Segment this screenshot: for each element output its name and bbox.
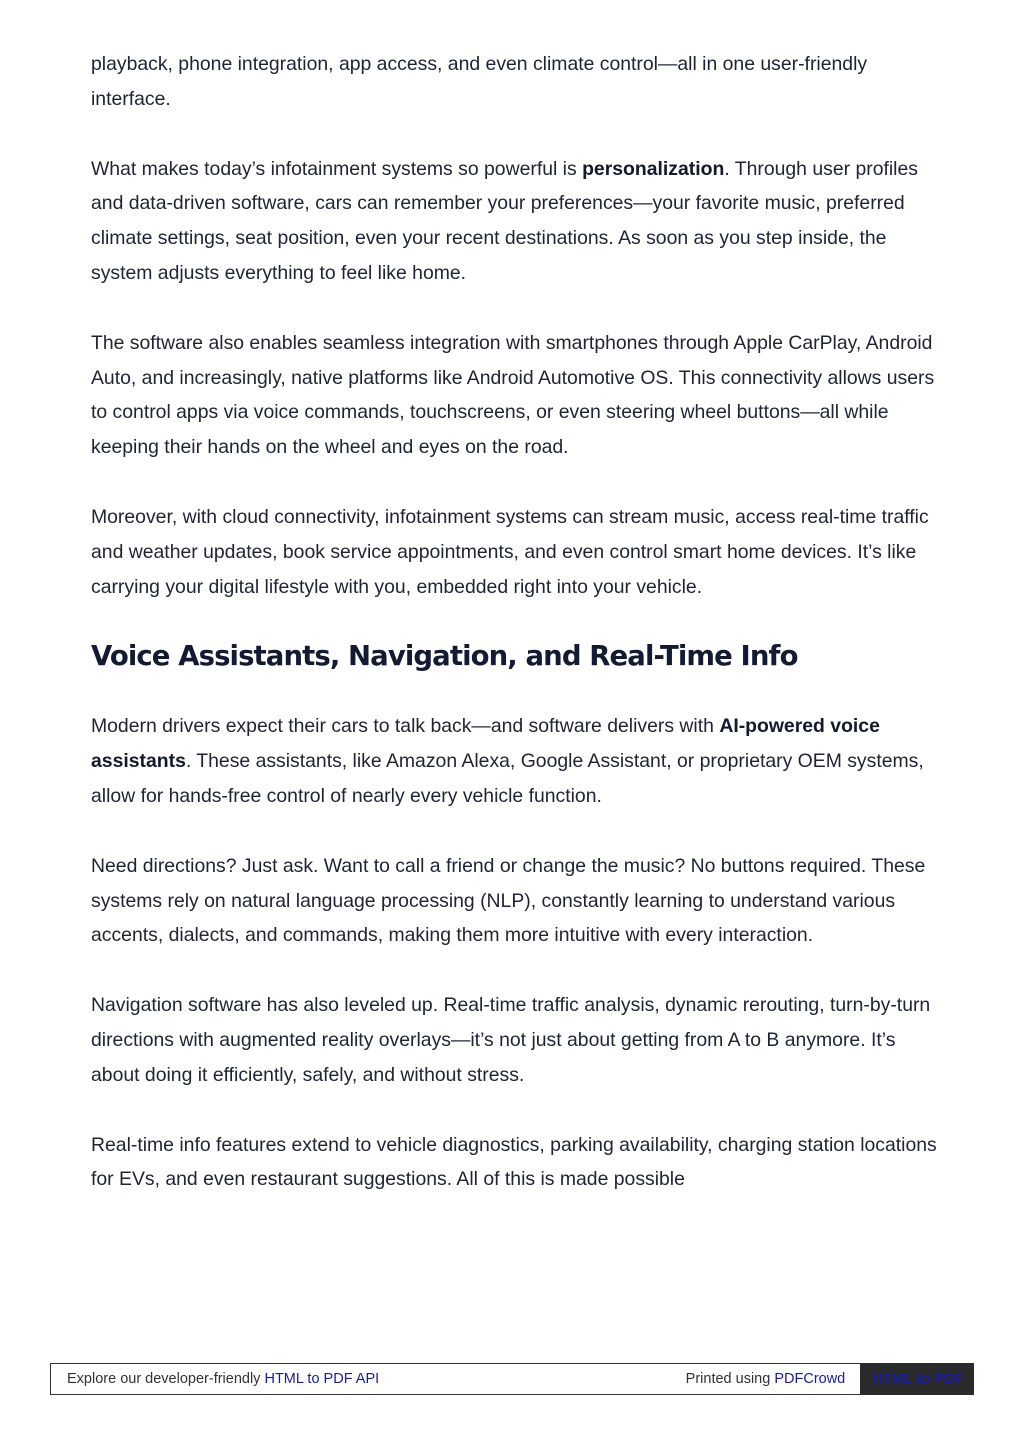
- text-run: Need directions? Just ask. Want to call a friend or change the music? No buttons required. These systems rely on natural language processing (NLP), constantly learning to understand various accents, dialects, and commands, making them more intuitive with every interaction.: [91, 854, 926, 947]
- text-run: . Through user profiles and data-driven software, cars can remember your preferences—your favorite music, preferred climate settings, seat position, even your recent destinations. As soon as you step inside, the system adjusts everything to feel like home.: [91, 157, 918, 284]
- paragraph: [91, 47, 941, 117]
- footer-printed: [686, 1364, 861, 1394]
- text-run: What makes today’s infotainment systems so powerful is: [91, 157, 583, 180]
- paragraph: [91, 500, 941, 604]
- html-to-pdf-api-link[interactable]: HTML to PDF API: [264, 1371, 380, 1387]
- text-run: playback, phone integration, app access, and even climate control—all in one user-friendly interface.: [91, 53, 868, 110]
- paragraph: [91, 326, 941, 465]
- text-run: Modern drivers expect their cars to talk back—and software delivers with: [91, 715, 720, 738]
- paragraph: [91, 849, 941, 953]
- text-run: Real-time info features extend to vehicle diagnostics, parking availability, charging station locations for EVs, and even restaurant suggestions. All of this is made possible: [91, 1133, 937, 1191]
- text-run: The software also enables seamless integration with smartphones through Apple CarPlay, Android Auto, and increasingly, native platforms like Android Automotive OS. This connectivity allows users to control apps via voice commands, touchscreens, or even steering wheel buttons—all while keeping their hands on the wheel and eyes on the road.: [91, 331, 935, 459]
- paragraph: [91, 709, 941, 813]
- pdfcrowd-link[interactable]: PDFCrowd: [774, 1371, 846, 1387]
- paragraph: [91, 988, 941, 1092]
- footer-explore-text: Explore our developer-friendly: [67, 1371, 261, 1387]
- pdfcrowd-footer-bar: [50, 1363, 974, 1395]
- article-body: [91, 47, 941, 1232]
- paragraph: [91, 1128, 941, 1198]
- text-run: . These assistants, like Amazon Alexa, Google Assistant, or proprietary OEM systems, allow for hands-free control of nearly every vehicle function.: [91, 750, 924, 807]
- section-heading: Voice Assistants, Navigation, and Real-Time Info: [91, 640, 798, 673]
- paragraphs-top: [91, 47, 941, 604]
- html-to-pdf-button[interactable]: HTML to PDF: [860, 1363, 974, 1395]
- footer-printed-text: Printed using: [685, 1371, 771, 1387]
- paragraph: [91, 152, 941, 291]
- text-run: Moreover, with cloud connectivity, infotainment systems can stream music, access real-time traffic and weather updates, book service appointments, and even control smart home devices. It’s like carrying your digital lifestyle with you, embedded right into your vehicle.: [91, 505, 929, 598]
- footer-explore: [51, 1364, 686, 1394]
- bold-term: AI-powered voice assistants: [91, 715, 880, 773]
- text-run: Navigation software has also leveled up. Real-time traffic analysis, dynamic rerouting, turn-by-turn directions with augmented reality overlays—it’s not just about getting from A to B anymore. It’s about doing it efficiently, safely, and without stress.: [91, 994, 931, 1086]
- paragraphs-bottom: [91, 709, 941, 1197]
- bold-term: personalization: [582, 157, 725, 180]
